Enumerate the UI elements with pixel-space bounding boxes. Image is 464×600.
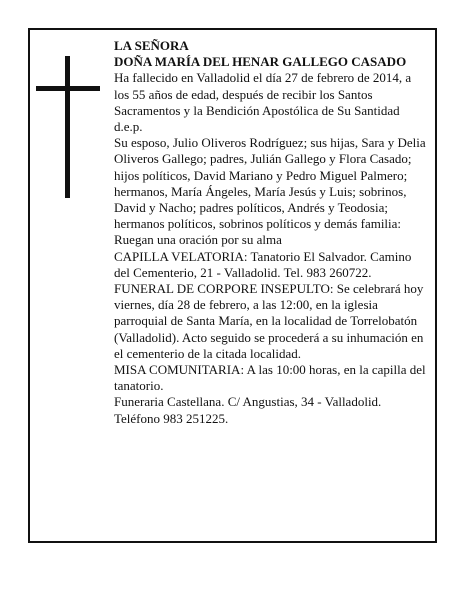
- notice-title-line-1: LA SEÑORA: [114, 38, 189, 53]
- mass-info: MISA COMUNITARIA: A las 10:00 horas, en la capilla del tanatorio.: [114, 362, 426, 394]
- cross-vertical-bar: [65, 56, 70, 198]
- cross-horizontal-bar: [36, 86, 100, 91]
- funeral-home-info: Funeraria Castellana. C/ Angustias, 34 - Valladolid. Teléfono 983 251225.: [114, 394, 382, 426]
- family-list: Su esposo, Julio Oliveros Rodríguez; sus hijas, Sara y Delia Oliveros Gallego; padres, Julián Gallego y Flora Casado; hijos políticos, David Mariano y Pedro Miguel Palmero; hermanos, María Ángeles, María Jesús y Luis; sobrinos, David y Nacho; padres políticos, Andrés y Teodosia; hermanos políticos, sobrinos políticos y demás familia:: [114, 135, 426, 232]
- chapel-info: CAPILLA VELATORIA: Tanatorio El Salvador. Camino del Cementerio, 21 - Valladolid. Tel. 983 260722.: [114, 248, 412, 280]
- death-announcement: Ha fallecido en Valladolid el día 27 de febrero de 2014, a los 55 años de edad, después de recibir los Santos Sacramentos y la Bendición Apostólica de Su Santidad: [114, 70, 412, 118]
- funeral-info: FUNERAL DE CORPORE INSEPULTO: Se celebrará hoy viernes, día 28 de febrero, a las 12:00, en la iglesia parroquial de Santa María, en la localidad de Torrelobatón (Valladolid). Acto seguido se procederá a su inhumación en el cementerio de la citada localidad.: [114, 281, 424, 361]
- prayer-request: Ruegan una oración por su alma: [114, 232, 282, 248]
- dep-line: d.e.p.: [114, 119, 143, 135]
- latin-cross-icon: [36, 56, 100, 198]
- notice-content: [114, 38, 426, 427]
- deceased-name: DOÑA MARÍA DEL HENAR GALLEGO CASADO: [114, 54, 407, 70]
